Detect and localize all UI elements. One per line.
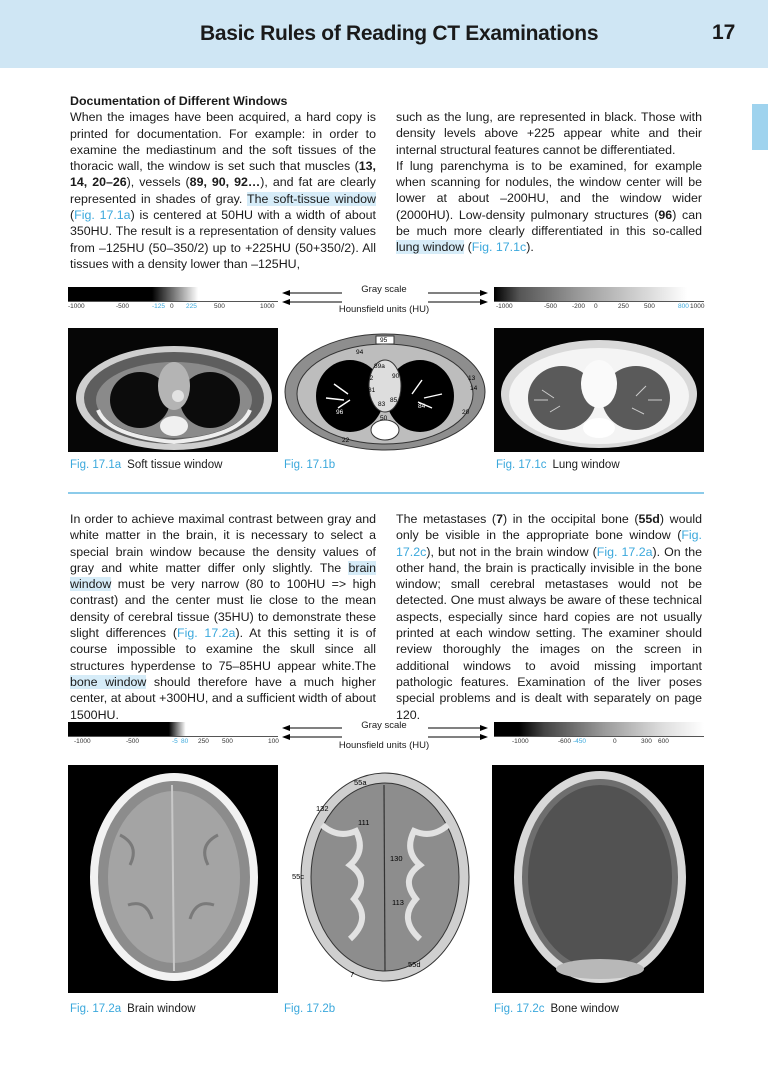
page-title: Basic Rules of Reading CT Examinations xyxy=(200,22,599,45)
ct-diagram-labeled-brain xyxy=(282,765,488,993)
page-header xyxy=(0,0,768,68)
svg-text:90: 90 xyxy=(392,373,400,380)
svg-text:7: 7 xyxy=(350,970,355,979)
ct-image-soft-tissue-window xyxy=(68,328,278,452)
ct-image-lung-window xyxy=(494,328,704,452)
section1-right-column xyxy=(396,109,702,256)
svg-text:22: 22 xyxy=(342,437,350,444)
ct-diagram-labeled-thorax xyxy=(282,328,488,452)
svg-text:96: 96 xyxy=(336,409,344,416)
svg-text:89a: 89a xyxy=(374,363,385,370)
svg-text:132: 132 xyxy=(316,804,329,813)
paragraph: If lung parenchyma is to be examined, for example when scanning for nodules, the window center will be lower at about –200HU, and the window wider (2000HU). Low-density pulmonary structures (96) can be much more clearly differentiated in this so-called lung window (Fig. 17.1c). xyxy=(396,158,702,255)
ct-image-bone-window xyxy=(492,765,704,993)
scale-arrows xyxy=(282,288,488,314)
figure-caption: Fig. 17.1a Soft tissue window xyxy=(70,459,223,471)
svg-text:85: 85 xyxy=(390,397,398,404)
section2-left-column xyxy=(70,511,376,723)
paragraph: The metastases (7) in the occipital bone (55d) would only be visible in the appropriate bone window (Fig. 17.2c), but not in the brain window (Fig. 17.2a). On the other hand, the brain is practically invisible in the bone window; small cerebral metastases would not be detected. One must always be aware of these technical aspects, especially since hard copies are not usually printed at each window setting. The examiner should review thoroughly the images on the screen in additional windows to avoid missing important pathologic features. Examination of the liver poses special problems and is dealt with separately on page 120. xyxy=(396,512,702,722)
svg-text:104: 104 xyxy=(368,409,379,416)
figure-caption: Fig. 17.1b xyxy=(284,459,336,471)
svg-text:94: 94 xyxy=(356,349,364,356)
paragraph: When the images have been acquired, a hard copy is printed for documentation. For example: in order to examine the mediastinum and the soft tissues of the thoracic wall, the window is set such that muscles (13, 14, 20–26), vessels (89, 90, 92…), and fat are clearly represented in shades of gray. The soft-tissue window (Fig. 17.1a) is centered at 50HU with a width of about 350HU. The result is a representation of density values from –125HU (50–350/2) up to +225HU (50+350/2). All tissues with a density lower than –125HU, xyxy=(70,110,376,271)
figure-caption: Fig. 17.2c Bone window xyxy=(494,1003,619,1015)
section1-left-column xyxy=(70,93,376,272)
svg-text:95: 95 xyxy=(380,337,388,344)
svg-text:14: 14 xyxy=(470,385,478,392)
term-highlight: bone window xyxy=(70,674,147,689)
figure-caption: Fig. 17.1c Lung window xyxy=(496,459,620,471)
gray-scale-label: Gray scale xyxy=(361,720,407,731)
figure-link[interactable]: Fig. 17.1a xyxy=(74,208,131,223)
svg-text:130: 130 xyxy=(390,854,403,863)
svg-text:81: 81 xyxy=(368,387,376,394)
term-highlight: The soft-tissue window xyxy=(247,191,376,206)
scale-arrows xyxy=(282,723,488,749)
svg-text:83: 83 xyxy=(378,401,386,408)
figure-caption: Fig. 17.2b xyxy=(284,1003,336,1015)
svg-text:55d: 55d xyxy=(408,960,421,969)
gray-scale-bar-brain xyxy=(68,722,278,736)
section-divider xyxy=(68,492,704,494)
section-heading: Documentation of Different Windows xyxy=(70,94,288,108)
svg-text:82: 82 xyxy=(362,399,370,406)
page-number: 17 xyxy=(712,21,736,44)
paragraph: such as the lung, are represented in black. Those with density levels above +225 appear white and their internal structural features cannot be differentiated. xyxy=(396,110,702,157)
term-highlight: brain window xyxy=(70,560,376,592)
figure-link[interactable]: Fig. 17.1c xyxy=(471,240,527,255)
svg-text:20: 20 xyxy=(462,409,470,416)
svg-text:55c: 55c xyxy=(292,872,305,881)
ct-image-brain-window xyxy=(68,765,278,993)
gray-scale-bar-soft-tissue xyxy=(68,287,278,301)
svg-text:50: 50 xyxy=(380,415,388,422)
svg-text:111: 111 xyxy=(358,818,370,827)
svg-text:84: 84 xyxy=(418,403,426,410)
section2-right-column xyxy=(396,511,702,723)
svg-text:113: 113 xyxy=(392,898,404,907)
paragraph: In order to achieve maximal contrast between gray and white matter in the brain, it is necessary to select a special brain window because the density values of gray and white matter differ only slightly. The brain window must be very narrow (80 to 100HU => high contrast) and the center must lie close to the mean density of cerebral tissue (35HU) to demonstrate these slight differences (Fig. 17.2a). At this setting it is of course impossible to examine the skull since all structures hyperdense to 75–85HU appear white.The bone window should therefore have a much higher center, at about +300HU, and a sufficient width of about 1500HU. xyxy=(70,512,376,722)
gray-scale-label: Gray scale xyxy=(361,284,407,295)
thumb-index-tab xyxy=(752,104,768,150)
figure-link[interactable]: Fig. 17.2c xyxy=(396,528,702,559)
svg-text:92: 92 xyxy=(366,375,374,382)
hu-label: Hounsfield units (HU) xyxy=(338,304,430,315)
svg-text:13: 13 xyxy=(468,375,476,382)
gray-scale-bar-bone xyxy=(494,722,704,736)
figure-caption: Fig. 17.2a Brain window xyxy=(70,1003,196,1015)
term-highlight: lung window xyxy=(396,240,465,255)
hu-label: Hounsfield units (HU) xyxy=(338,740,430,751)
figure-link[interactable]: Fig. 17.2a xyxy=(596,544,653,559)
gray-scale-bar-lung xyxy=(494,287,704,301)
figure-link[interactable]: Fig. 17.2a xyxy=(177,626,236,641)
svg-text:55a: 55a xyxy=(354,778,367,787)
